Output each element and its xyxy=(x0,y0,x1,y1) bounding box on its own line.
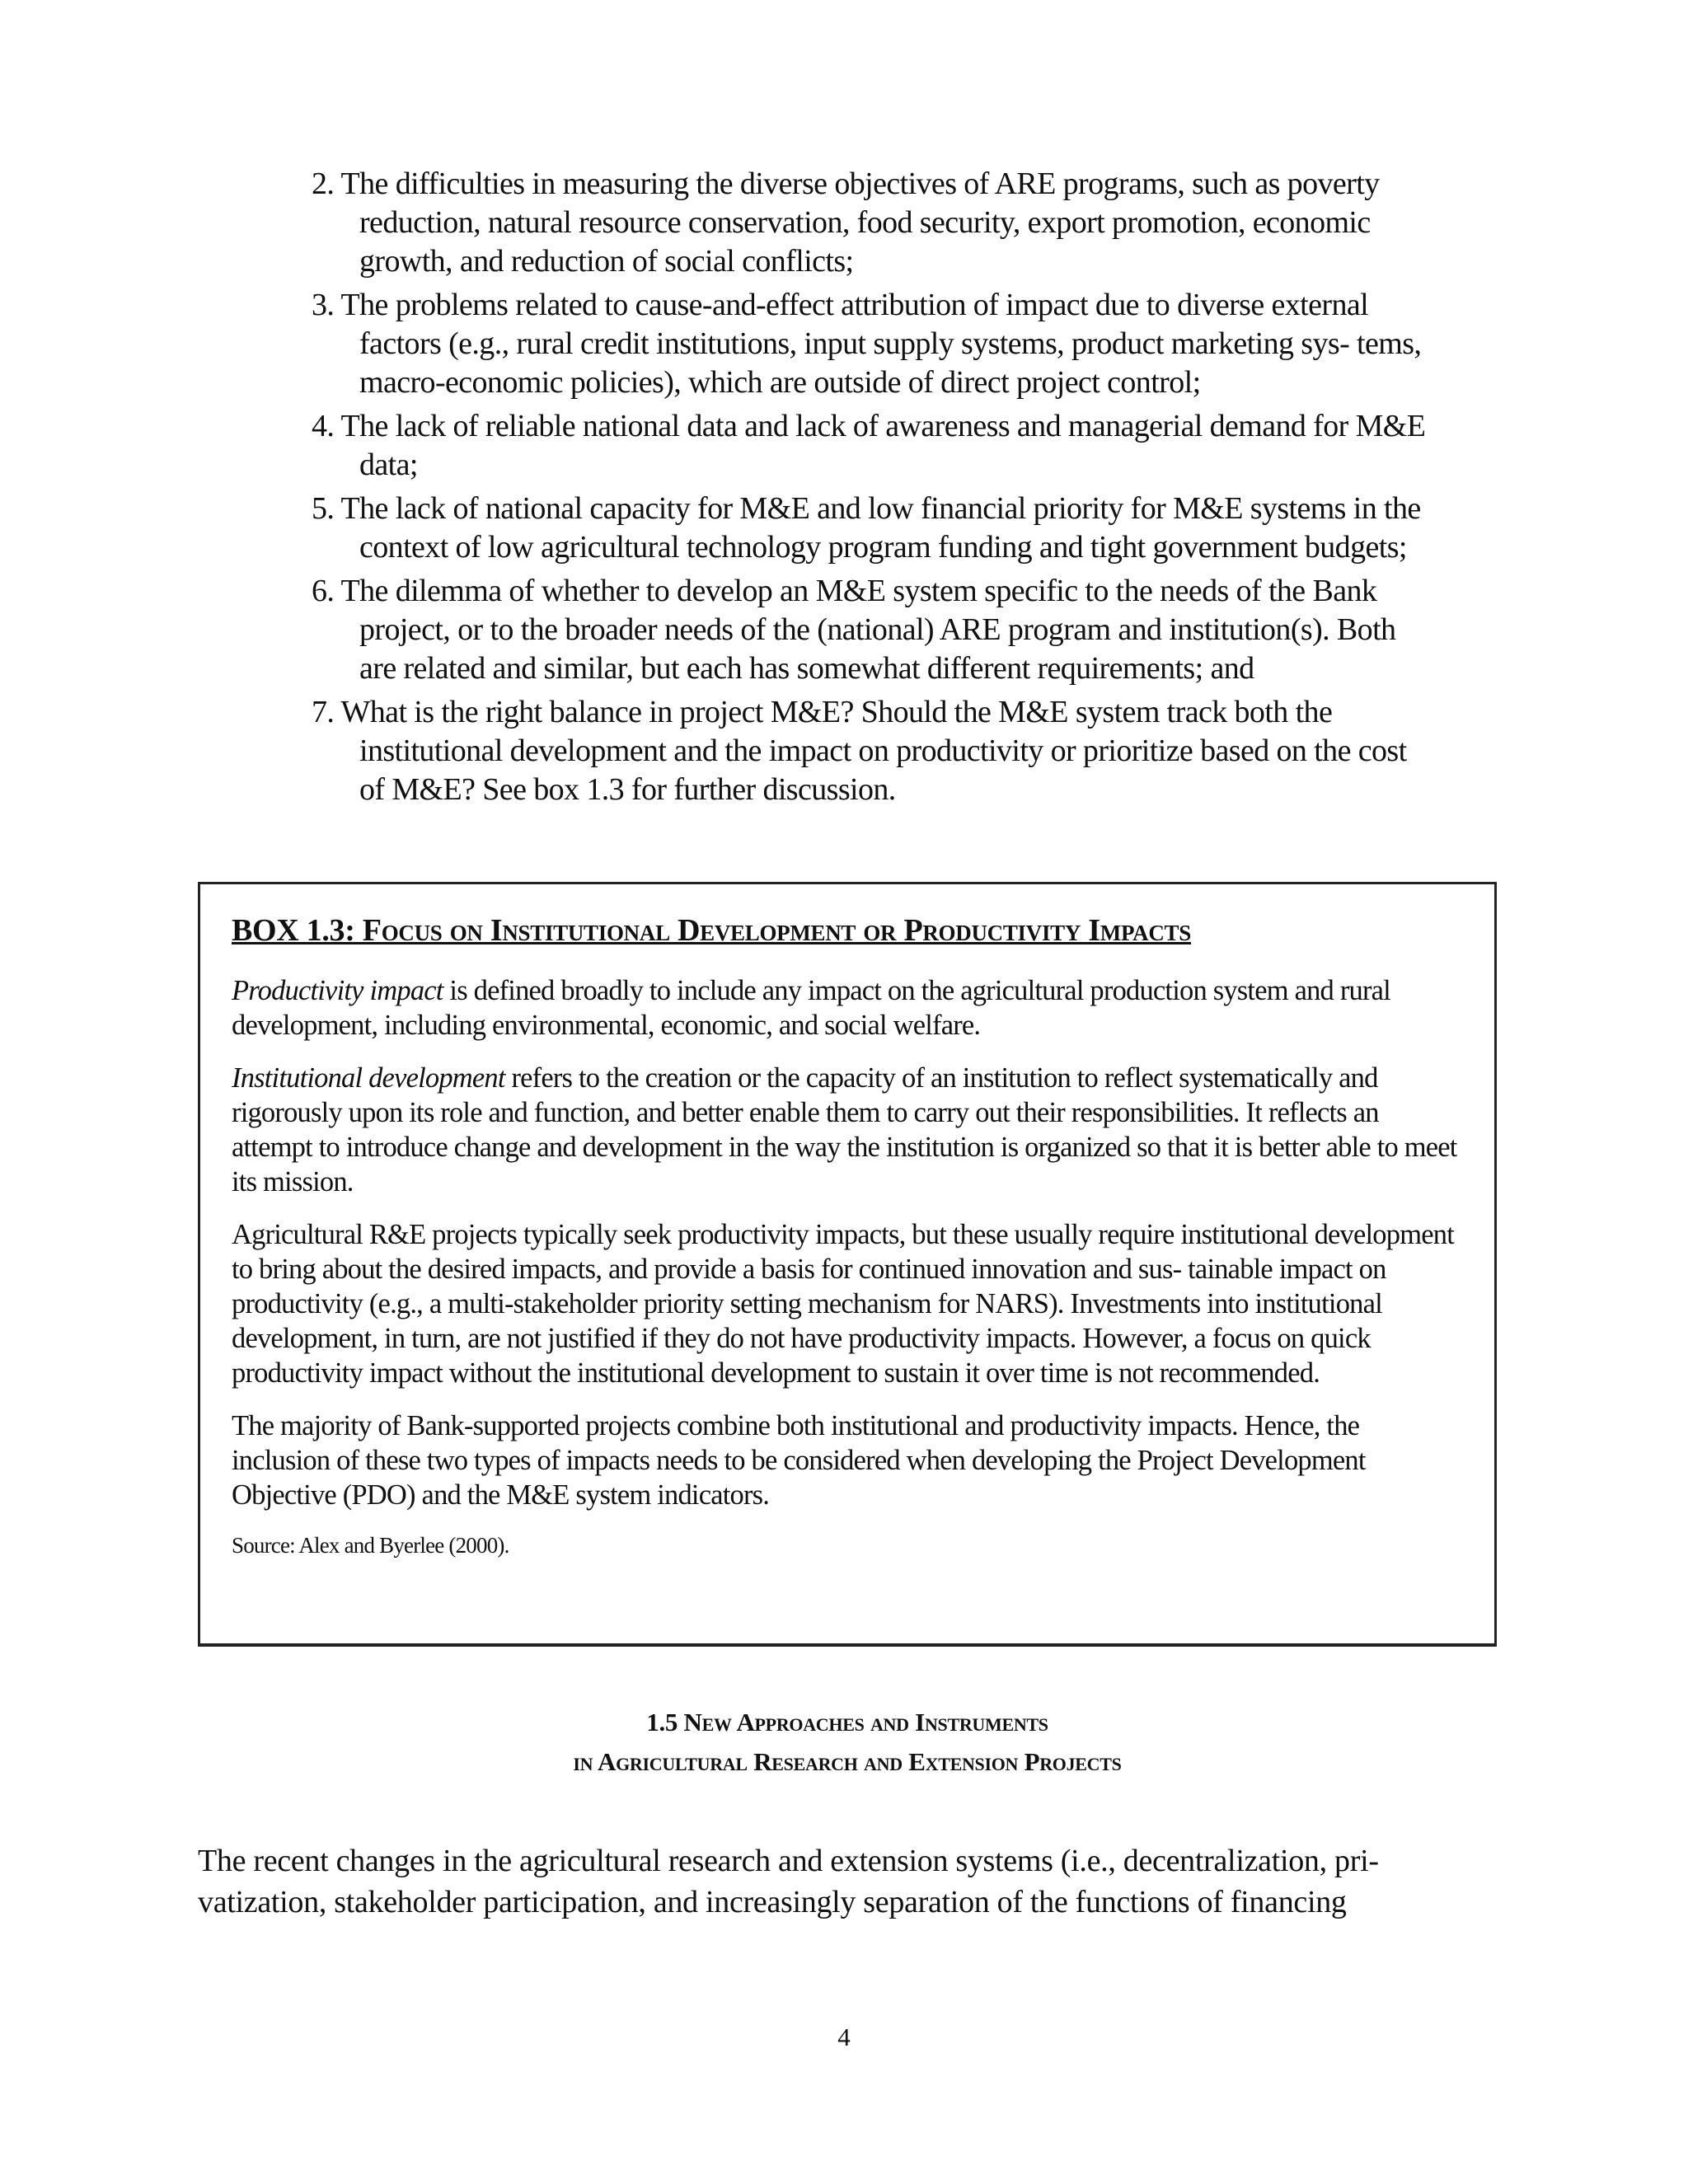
box-paragraph-majority: The majority of Bank-supported projects combine both institutional and productivity impacts. Hence, the inclusion of these two types of impacts needs to be considered when developing the Project Development Objective (PDO) and the M&E system indicators. xyxy=(232,1410,1366,1511)
body-paragraph: The recent changes in the agricultural research and extension systems (i.e., decentralization, pri- vatization, stakeholder participation, and increasingly separation of the functions of financing xyxy=(198,1844,1379,1919)
page-number: 4 xyxy=(837,2022,851,2051)
section-heading xyxy=(198,1703,1497,1782)
section-heading-line-2: in Agricultural Research and Extension Projects xyxy=(573,1747,1122,1776)
list-item: 3. The problems related to cause-and-effect attribution of impact due to diverse external factors (e.g., rural credit institutions, input supply systems, product marketing sys- tems, macro-economic policies), which are outside of direct project control; xyxy=(312,288,1422,400)
box-paragraph-text: is defined broadly to include any impact on the agricultural production system and rural development, including environmental, economic, and social welfare. xyxy=(232,975,1390,1041)
list-item: 2. The difficulties in measuring the diverse objectives of ARE programs, such as poverty reduction, natural resource conservation, food security, export promotion, economic growth, and reduction of social conflicts; xyxy=(312,166,1380,279)
box-paragraph-productivity xyxy=(232,973,1463,1043)
list-item: 6. The dilemma of whether to develop an M&E system specific to the needs of the Bank project, or to the broader needs of the (national) ARE program and institution(s). Both are related and similar, but each has somewhat different requirements; and xyxy=(312,574,1396,686)
list-item: 5. The lack of national capacity for M&E and low financial priority for M&E systems in the context of low agricultural technology program funding and tight government budgets; xyxy=(312,491,1421,565)
term-productivity-impact: Productivity impact xyxy=(232,975,443,1006)
list-item: 7. What is the right balance in project M&E? Should the M&E system track both the institutional development and the impact on productivity or prioritize based on the cost of M&E? See box 1.3 for further discussion. xyxy=(312,695,1407,807)
list-item: 4. The lack of reliable national data and lack of awareness and managerial demand for M&E data; xyxy=(312,409,1426,482)
term-institutional-development: Institutional development xyxy=(232,1062,505,1094)
numbered-list xyxy=(312,165,1432,814)
box-paragraph-text: refers to the creation or the capacity of an institution to reflect systematically and rigorously upon its role and function, and better enable them to carry out their responsibilities. It reflects an attempt to introduce change and development in the way the institution is organized so that it is better able to meet its mission. xyxy=(232,1062,1457,1197)
section-heading-line-1: 1.5 New Approaches and Instruments xyxy=(646,1708,1048,1736)
box-paragraph-agricultural: Agricultural R&E projects typically seek productivity impacts, but these usually require institutional development to bring about the desired impacts, and provide a basis for continued innovation and sus- tainable impact on productivity (e.g., a multi-stakeholder priority setting mechanism for NARS). Investments into institutional development, in turn, are not justified if they do not have productivity impacts. However, a focus on quick productivity impact without the institutional development to sustain it over time is not recommended. xyxy=(232,1219,1454,1389)
box-source: Source: Alex and Byerlee (2000). xyxy=(232,1533,509,1558)
box-title: BOX 1.3: Focus on Institutional Development or Productivity Impacts xyxy=(232,913,1191,948)
box-1-3 xyxy=(198,882,1497,1647)
box-paragraph-institutional xyxy=(232,1061,1463,1199)
